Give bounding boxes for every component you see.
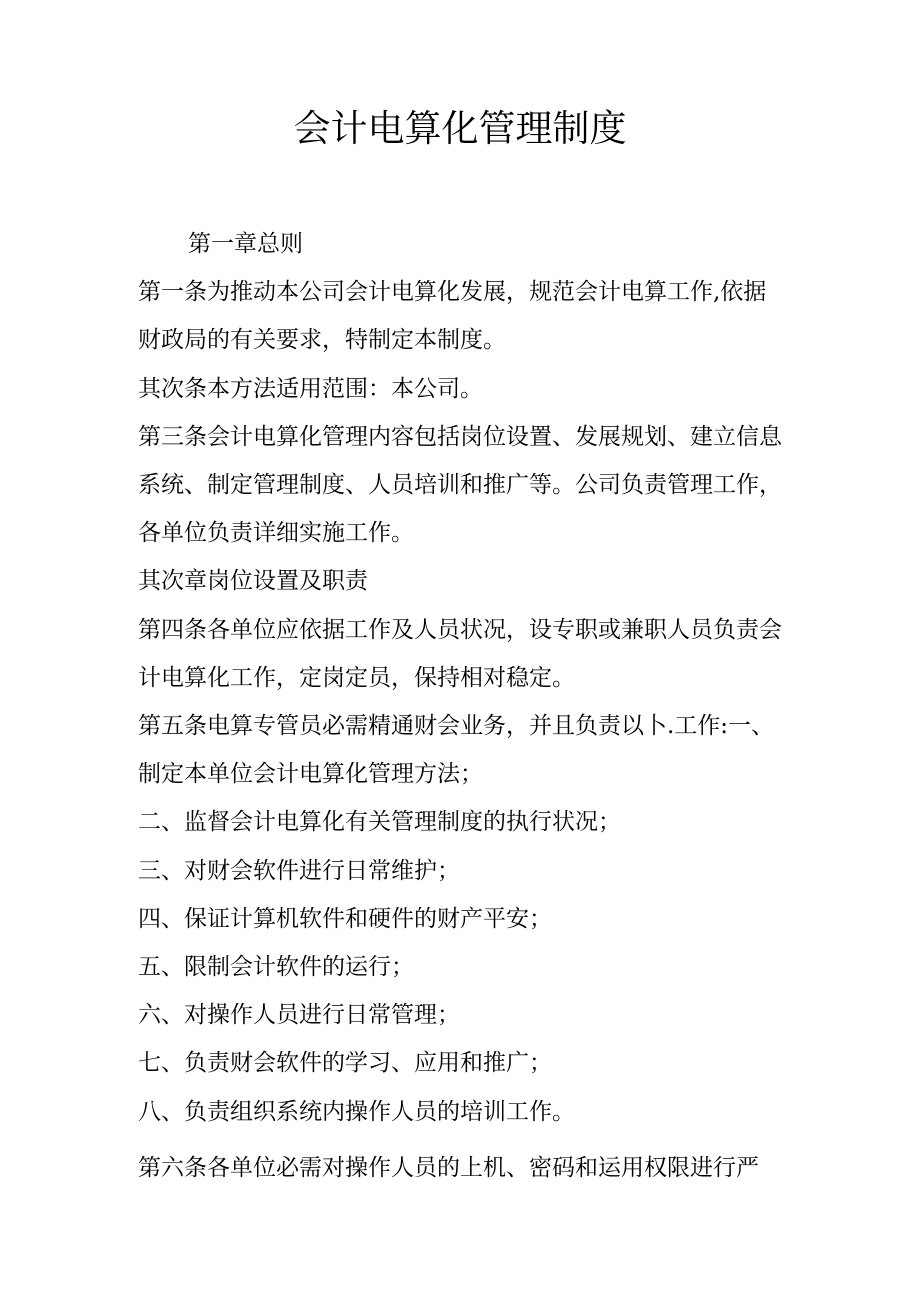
article-1-line-2: 财政局的有关要求，特制定本制度。 — [138, 327, 506, 354]
duty-item-2: 二、监督会计电算化有关管理制度的执行状况； — [138, 809, 621, 836]
article-6-line-1: 第六条各单位必需对操作人员的上机、密码和运用权限进行严 — [138, 1154, 759, 1181]
duty-item-8: 八、负责组织系统内操作人员的培训工作。 — [138, 1098, 575, 1125]
document-title: 会计电算化管理制度 — [293, 107, 627, 150]
duty-item-3: 三、对财会软件进行日常维护； — [138, 857, 460, 884]
article-4-line-2: 计电算化工作，定岗定员，保持相对稳定。 — [138, 664, 575, 691]
article-4-line-1: 第四条各单位应依据工作及人员状况，设专职或兼职人员负责会 — [138, 616, 782, 643]
chapter-heading-positions: 其次章岗位设置及职责 — [138, 568, 368, 595]
article-5-line-1: 第五条电算专管员必需精通财会业务，并且负责以卜.工作:一、 — [138, 713, 775, 740]
duty-item-7: 七、负责财会软件的学习、应用和推广； — [138, 1050, 552, 1077]
duty-item-4: 四、保证计算机软件和硬件的财产平安； — [138, 905, 552, 932]
duty-item-5: 五、限制会计软件的运行； — [138, 954, 414, 981]
article-3-line-3: 各单位负责详细实施工作。 — [138, 520, 414, 547]
article-5-line-2: 制定本单位会计电算化管理方法； — [138, 761, 483, 788]
duty-item-6: 六、对操作人员进行日常管理； — [138, 1002, 460, 1029]
article-3-line-2: 系统、制定管理制度、人员培训和推广等。公司负责管理工作， — [138, 472, 782, 499]
chapter-heading-general: 第一章总则 — [188, 231, 303, 257]
article-2: 其次条本方法适用范围：本公司。 — [138, 375, 483, 402]
article-1-line-1: 第一条为推动本公司会计电算化发展，规范会计电算工作,依据 — [138, 279, 767, 306]
document-body — [138, 220, 788, 1192]
article-3-line-1: 第三条会计电算化管理内容包括岗位设置、发展规划、建立信息 — [138, 423, 782, 450]
